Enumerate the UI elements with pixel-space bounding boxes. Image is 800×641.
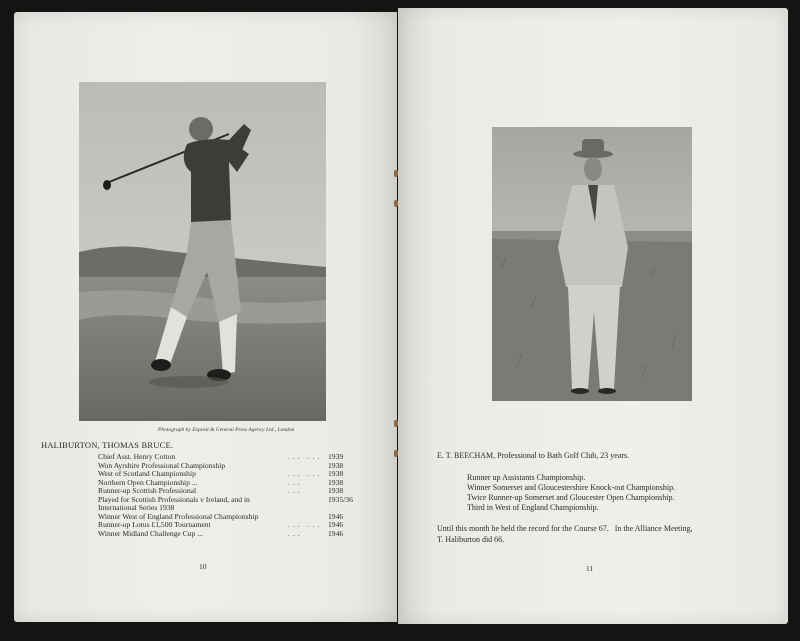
record-row: Won Ayrshire Professional Championship 1938 (98, 460, 344, 470)
binding-staple (394, 420, 398, 427)
record-row: Played for Scottish Professionals v Ireland, and in International Series 1938 1935/36 (98, 494, 353, 512)
portrait-photo (492, 127, 692, 401)
record-note-line2: T. Haliburton did 66. (437, 535, 505, 544)
binding-staple (394, 200, 398, 207)
achievement-item: Runner up Assistants Championship. (467, 473, 586, 482)
records-table (98, 453, 353, 538)
record-row: Winner Midland Challenge Cup ... ... 1946 (98, 528, 344, 538)
binding-staple (394, 170, 398, 177)
record-row: Northern Open Championship ... ... 1938 (98, 477, 344, 487)
achievement-item: Third in West of England Championship. (467, 503, 599, 512)
photo-credit: Photograph by Exposit & General Press Agency Ltd., London (158, 427, 295, 433)
binding-staple (394, 450, 398, 457)
page-number-right: 11 (586, 564, 594, 573)
record-note-line1: Until this month he held the record for the Course 67. In the Alliance Meeting, (437, 524, 693, 533)
golfer-swing-photo (79, 82, 326, 421)
beecham-intro: E. T. BEECHAM, Professional to Bath Golf Club, 23 years. (437, 451, 630, 460)
record-row: Runner-up Scottish Professional ... 1938 (98, 486, 344, 495)
record-row: Winner West of England Professional Championship 1946 (98, 511, 344, 521)
achievements-list (467, 473, 675, 513)
player-name-heading: HALIBURTON, THOMAS BRUCE. (41, 440, 174, 450)
record-row: West of Scotland Championship ... ... 1938 (98, 469, 344, 478)
page-number-left: 10 (199, 562, 207, 571)
record-row: Runner-up Lotus £1,500 Tournament ... ... 1946 (98, 520, 344, 529)
achievement-item: Winner Somerset and Gloucestershire Knock-out Championship. (467, 483, 676, 492)
achievement-item: Twice Runner-up Somerset and Gloucester Open Championship. (467, 493, 675, 502)
record-row: Chief Asst. Henry Cotton ... ... 1939 (98, 452, 344, 461)
